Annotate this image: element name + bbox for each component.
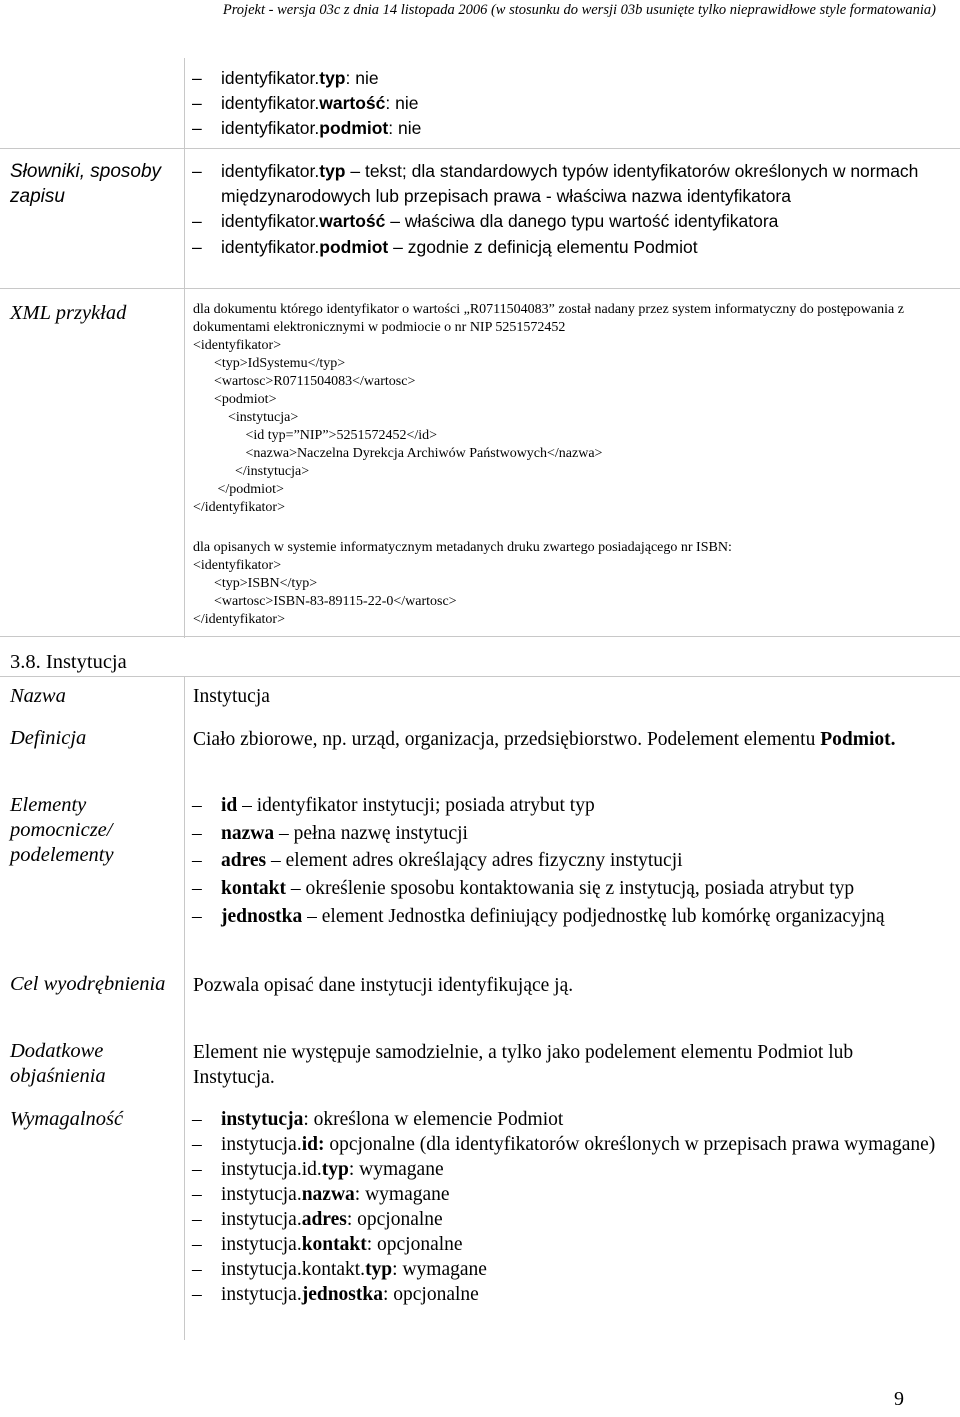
- section-title: 3.8. Instytucja: [10, 651, 127, 673]
- cel-label: Cel wyodrębnienia: [10, 973, 166, 995]
- list-item: – identyfikator.wartość – właściwa dla danego typu wartość identyfikatora: [192, 211, 779, 232]
- list-item: – id – identyfikator instytucji; posiada atrybut typ: [192, 795, 595, 816]
- list-item: – kontakt – określenie sposobu kontaktowania się z instytucją, posiada atrybut typ: [192, 878, 855, 900]
- list-item: – adres – element adres określający adres fizyczny instytucji: [192, 850, 683, 872]
- dodatkowe-text: Element nie występuje samodzielnie, a tylko jako podelement elementu Podmiot lub Instytucja.: [193, 1042, 854, 1088]
- code-line: <wartosc>ISBN-83-89115-22-0</wartosc>: [193, 594, 457, 609]
- list-item: – identyfikator.typ: nie: [192, 68, 379, 88]
- list-item: – instytucja.adres: opcjonalne: [192, 1209, 443, 1230]
- row-divider: [0, 636, 960, 637]
- row-divider: [0, 148, 960, 149]
- row-divider: [0, 676, 960, 677]
- lower-column-divider: [184, 676, 185, 1340]
- list-item: – identyfikator.podmiot: nie: [192, 118, 422, 139]
- wymagalnosc-list: [192, 1107, 952, 1307]
- list-item: – identyfikator.typ – tekst; dla standardowych typów identyfikatorów określonych w normach międzynarodowych lub przepisach prawa - właściwa nazwa identyfikatora: [192, 161, 919, 207]
- wymagalnosc-label: Wymagalność: [10, 1108, 124, 1130]
- page-header: Projekt - wersja 03c z dnia 14 listopada 2006 (w stosunku do wersji 03b usunięte tylko nieprawidłowe style formatowania): [222, 2, 936, 18]
- list-item: – identyfikator.wartość: nie: [192, 93, 419, 114]
- code-line: <id typ=”NIP”>5251572452</id>: [193, 428, 438, 443]
- code-line: <typ>ISBN</typ>: [193, 576, 318, 591]
- code-line: </identyfikator>: [193, 500, 285, 515]
- definicja-label: Definicja: [10, 727, 87, 749]
- row-divider: [0, 288, 960, 289]
- slowniki-list: [192, 159, 952, 260]
- definicja-text: Ciało zbiorowe, np. urząd, organizacja, przedsiębiorstwo. Podelement elementu Podmiot.: [193, 729, 896, 750]
- code-line: <instytucja>: [193, 410, 299, 425]
- list-item: – instytucja.id: opcjonalne (dla identyfikatorów określonych w przepisach prawa wymagane): [192, 1134, 936, 1155]
- code-line: </podmiot>: [193, 482, 284, 497]
- list-item: – identyfikator.podmiot – zgodnie z definicją elementu Podmiot: [192, 236, 698, 257]
- code-line: <typ>IdSystemu</typ>: [193, 356, 346, 371]
- list-item: – instytucja: określona w elemencie Podmiot: [192, 1109, 564, 1130]
- nazwa-value: Instytucja: [193, 686, 270, 707]
- list-item: – instytucja.nazwa: wymagane: [192, 1184, 450, 1205]
- xml-label: XML przykład: [10, 302, 127, 324]
- cel-text: Pozwala opisać dane instytucji identyfikujące ją.: [193, 975, 574, 996]
- xml-example-intro: dla dokumentu którego identyfikator o wartości „R0711504083” został nadany przez system informatyczny do postępowania z dokumentami elektronicznymi w podmiocie o nr NIP 5251572452: [193, 302, 904, 335]
- xml-example-1: [193, 301, 933, 517]
- list-item: – instytucja.jednostka: opcjonalne: [192, 1284, 479, 1305]
- list-item: – instytucja.id.typ: wymagane: [192, 1159, 444, 1180]
- code-line: </instytucja>: [193, 464, 310, 479]
- list-item: – nazwa – pełna nazwę instytucji: [192, 822, 468, 844]
- list-item: – jednostka – element Jednostka definiujący podjednostkę lub komórkę organizacyjną: [192, 905, 885, 927]
- page-number: 9: [894, 1388, 904, 1410]
- elementy-list: [192, 793, 952, 929]
- upper-column-divider: [184, 58, 185, 638]
- code-line: <wartosc>R0711504083</wartosc>: [193, 374, 416, 389]
- nazwa-label: Nazwa: [10, 685, 66, 707]
- list-item: – instytucja.kontakt.typ: wymagane: [192, 1259, 487, 1280]
- code-line: <podmiot>: [193, 392, 277, 407]
- xml-example-2: [193, 539, 933, 629]
- elementy-label: Elementy pomocnicze/ podelementy: [10, 794, 114, 866]
- code-line: </identyfikator>: [193, 612, 285, 627]
- code-line: <nazwa>Naczelna Dyrekcja Archiwów Państwowych</nazwa>: [193, 446, 603, 461]
- slowniki-label: Słowniki, sposoby zapisu: [10, 161, 162, 207]
- list-item: – instytucja.kontakt: opcjonalne: [192, 1234, 463, 1255]
- xml-example-intro: dla opisanych w systemie informatycznym metadanych druku zwartego posiadającego nr ISBN:: [193, 540, 732, 555]
- code-line: <identyfikator>: [193, 558, 282, 573]
- code-line: <identyfikator>: [193, 338, 282, 353]
- dodatkowe-label: Dodatkowe objaśnienia: [10, 1040, 106, 1087]
- top-requirement-list: [192, 66, 952, 142]
